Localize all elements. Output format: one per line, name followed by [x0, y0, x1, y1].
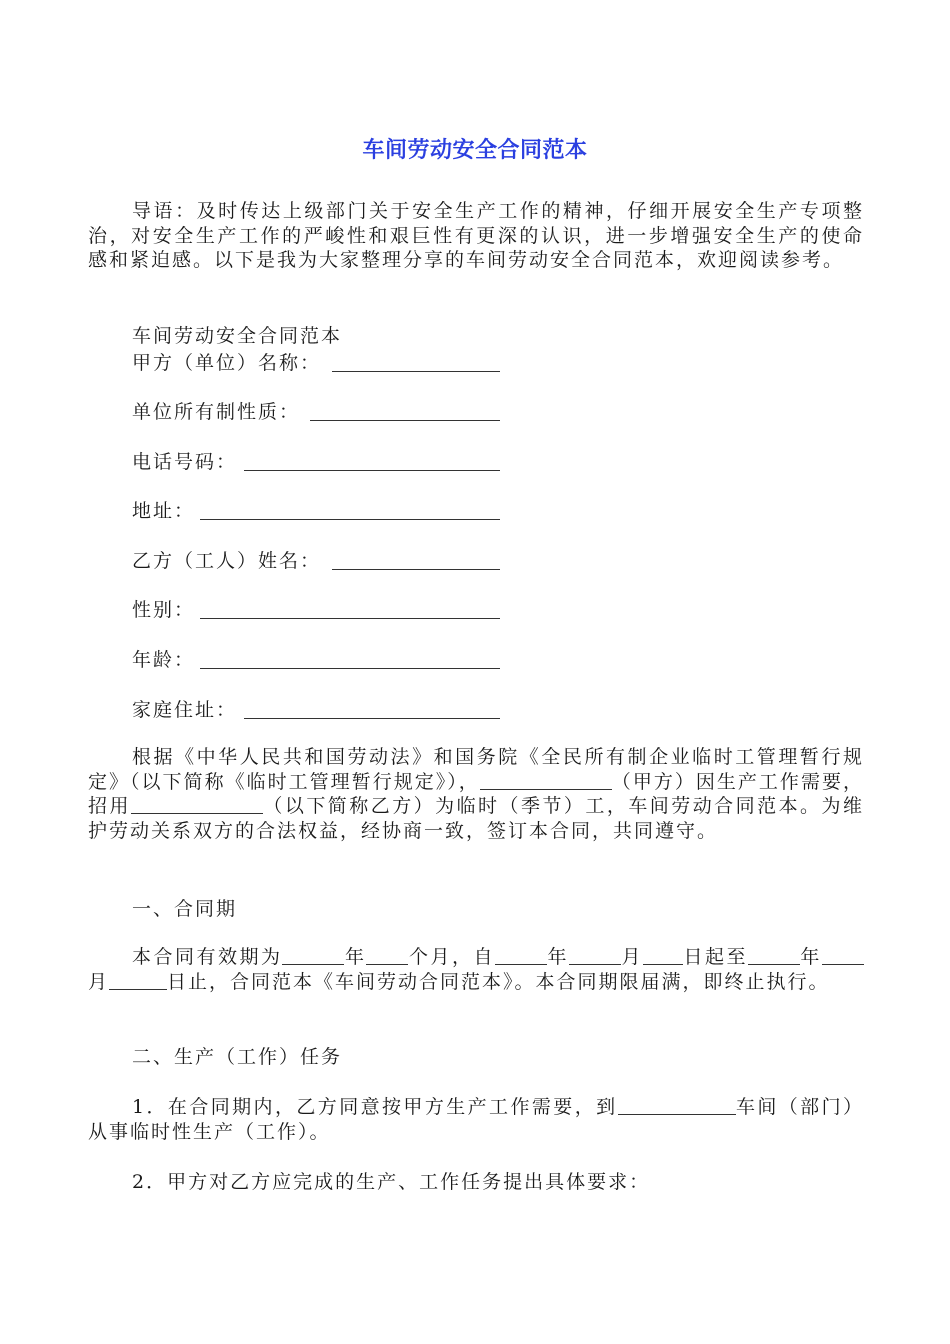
field-label: 地址： [132, 500, 196, 522]
blank-line [282, 948, 344, 965]
term-text: 本合同有效期为 [132, 946, 283, 968]
blank-line [618, 1098, 736, 1115]
section-heading-task: 二、生产（工作）任务 [132, 1046, 343, 1068]
blank-line [332, 371, 500, 372]
field-label: 家庭住址： [132, 699, 238, 721]
blank-line [131, 797, 263, 814]
term-paragraph [88, 945, 864, 994]
blank-line [200, 668, 500, 669]
field-phone [132, 448, 500, 474]
blank-line [200, 519, 500, 520]
term-text: 年 [799, 946, 822, 968]
field-ownership [132, 398, 500, 424]
task-text: 1．在合同期内，乙方同意按甲方生产工作需要，到 [132, 1096, 618, 1118]
field-party-a-name [132, 349, 500, 375]
blank-line [822, 948, 864, 965]
task-item-1 [88, 1095, 864, 1144]
task-text: 车间（部门）从事临时性生产（工作）。 [88, 1096, 864, 1143]
blank-line [244, 718, 500, 719]
blank-line [109, 973, 167, 990]
field-gender [132, 596, 500, 622]
blank-line [332, 569, 500, 570]
basis-text-1: 根据《中华人民共和国劳动法》和国务院《全民所有制企业临时工管理暂行规定》（以下简称《临时工管理暂行规定》）， [88, 746, 864, 793]
field-label: 电话号码： [132, 451, 238, 473]
blank-line [480, 773, 612, 790]
field-party-b-name [132, 547, 500, 573]
blank-line [748, 948, 800, 965]
blank-line [244, 470, 500, 471]
field-label: 单位所有制性质： [132, 401, 301, 423]
section-heading-term: 一、合同期 [132, 898, 238, 920]
basis-text-3: （以下简称乙方）为临时（季节）工，车间劳动合同范本。为维护劳动关系双方的合法权益，经协商一致，签订本合同，共同遵守。 [88, 795, 864, 842]
term-text: 年 [344, 946, 367, 968]
task-item-2: 2．甲方对乙方应完成的生产、工作任务提出具体要求： [132, 1171, 651, 1193]
intro-paragraph: 导语：及时传达上级部门关于安全生产工作的精神，仔细开展安全生产专项整治，对安全生产工作的严峻性和艰巨性有更深的认识，进一步增强安全生产的使命感和紧迫感。以下是我为大家整理分享的车间劳动安全合同范本，欢迎阅读参考。 [88, 200, 864, 271]
blank-line [569, 948, 621, 965]
field-address [132, 497, 500, 523]
term-text: 日止，合同范本《车间劳动合同范本》。本合同期限届满，即终止执行。 [167, 970, 830, 993]
contract-heading: 车间劳动安全合同范本 [132, 325, 343, 347]
term-text: 月 [88, 970, 110, 993]
blank-line [366, 948, 408, 965]
field-age [132, 646, 500, 672]
blank-line [200, 618, 500, 619]
basis-paragraph [88, 745, 864, 843]
field-label: 年龄： [132, 649, 196, 671]
basis-text-2: （甲方）因生产工作需要，招用 [88, 770, 864, 817]
blank-line [495, 948, 547, 965]
blank-line [643, 948, 683, 965]
field-label: 甲方（单位）名称： [132, 352, 322, 374]
term-text: 日起至 [682, 946, 748, 968]
term-text: 年 [546, 946, 569, 968]
field-home-address [132, 696, 500, 722]
term-text: 个月，自 [408, 946, 495, 968]
term-text: 月 [620, 946, 643, 968]
field-label: 性别： [132, 599, 196, 621]
blank-line [310, 420, 500, 421]
field-label: 乙方（工人）姓名： [132, 550, 322, 572]
document-title: 车间劳动安全合同范本 [362, 138, 588, 163]
